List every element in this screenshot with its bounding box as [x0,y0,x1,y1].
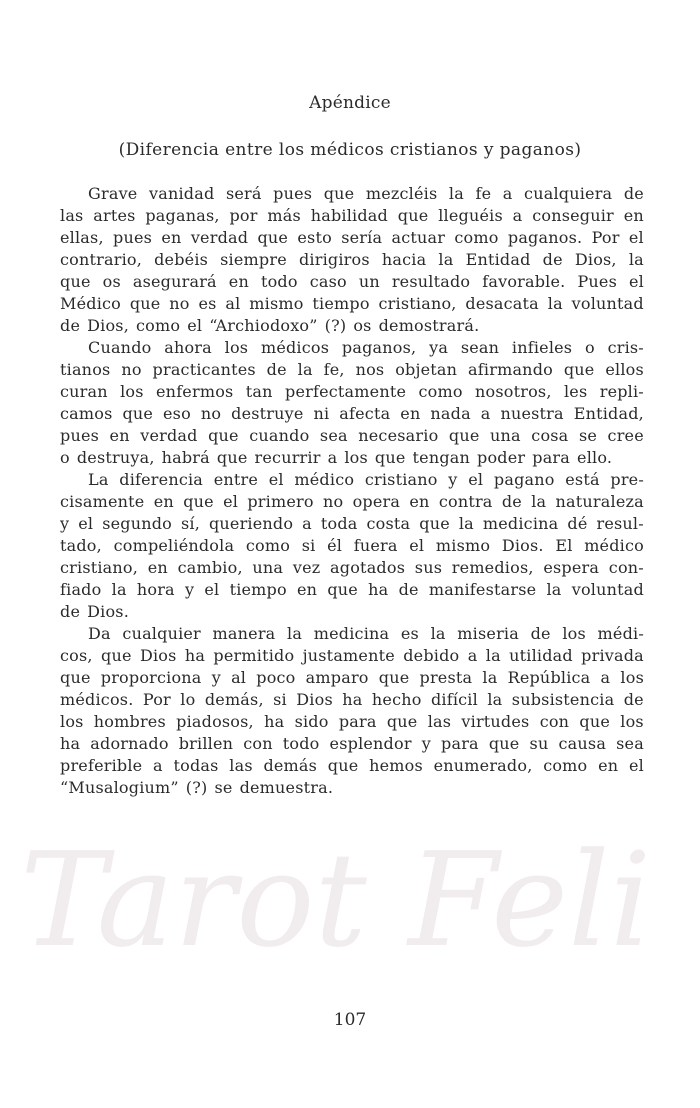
text-line: cristiano, en cambio, una vez agotados sus remedios, espera con- [60,558,644,577]
text-line: ha adornado brillen con todo esplendor y para que su causa sea [60,734,644,753]
text-line: de Dios, como el “Archiodoxo” (?) os demostrará. [60,316,480,335]
text-line: médicos. Por lo demás, si Dios ha hecho difícil la subsistencia de [60,690,644,709]
text-line: Grave vanidad será pues que mezcléis la fe a cualquiera de [88,184,644,203]
text-line: ellas, pues en verdad que esto sería actuar como paganos. Por el [60,228,644,247]
appendix-subtitle: (Diferencia entre los médicos cristianos y paganos) [118,140,582,160]
text-line: Médico que no es al mismo tiempo cristiano, desacata la voluntad [60,294,644,313]
svg-text:Tarot Feli: Tarot Feli [20,835,652,975]
text-line: los hombres piadosos, ha sido para que las virtudes con que los [60,712,644,731]
text-line: de Dios. [60,602,129,621]
text-line: pues en verdad que cuando sea necesario que una cosa se cree [60,426,644,445]
text-line: cos, que Dios ha permitido justamente debido a la utilidad privada [60,646,644,665]
background-watermark [20,835,680,975]
text-line: curan los enfermos tan perfectamente como nosotros, les repli- [60,382,644,401]
text-line: tianos no practicantes de la fe, nos objetan afirmando que ellos [60,360,644,379]
text-line: y el segundo sí, queriendo a toda costa que la medicina dé resul- [60,514,644,533]
text-line: que os asegurará en todo caso un resultado favorable. Pues el [60,272,644,291]
text-line: fiado la hora y el tiempo en que ha de manifestarse la voluntad [60,580,644,599]
text-line: cisamente en que el primero no opera en contra de la naturaleza [60,492,644,511]
text-line: las artes paganas, por más habilidad que lleguéis a conseguir en [60,206,644,225]
text-line: tado, compeliéndola como si él fuera el mismo Dios. El médico [60,536,644,555]
text-line: o destruya, habrá que recurrir a los que tengan poder para ello. [60,448,613,467]
page-number: 107 [333,1010,367,1030]
text-line: camos que eso no destruye ni afecta en nada a nuestra Entidad, [60,404,644,423]
text-line: contrario, debéis siempre dirigiros hacia la Entidad de Dios, la [60,250,644,269]
text-line: preferible a todas las demás que hemos enumerado, como en el [60,756,644,775]
appendix-heading: Apéndice [309,93,391,113]
text-line: Cuando ahora los médicos paganos, ya sean infieles o cris- [88,338,644,357]
text-line: que proporciona y al poco amparo que presta la República a los [60,668,644,687]
body-text [60,183,644,799]
text-line: “Musalogium” (?) se demuestra. [60,778,334,797]
text-line: Da cualquier manera la medicina es la miseria de los médi- [88,624,644,643]
text-line: La diferencia entre el médico cristiano y el pagano está pre- [88,470,644,489]
